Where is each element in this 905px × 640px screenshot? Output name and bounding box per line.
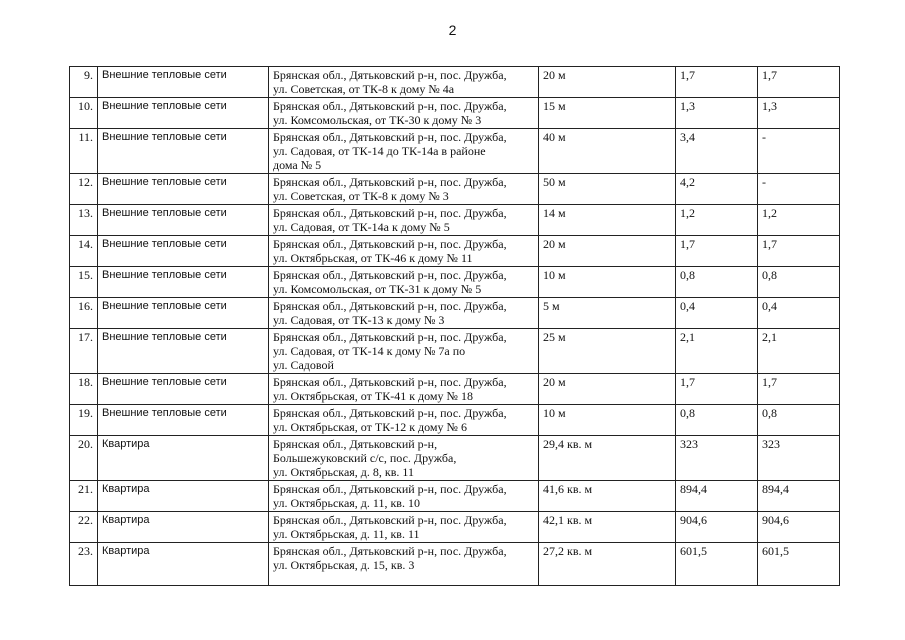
object-size: 41,6 кв. м [539, 481, 676, 512]
address-line: Брянская обл., Дятьковский р-н, пос. Дружба, [273, 206, 507, 220]
object-size: 20 м [539, 236, 676, 267]
value-1: 2,1 [676, 329, 758, 374]
row-number: 14. [70, 236, 98, 267]
address-line: ул. Комсомольская, от ТК-31 к дому № 5 [273, 282, 482, 296]
object-size: 27,2 кв. м [539, 543, 676, 586]
object-name: Квартира [98, 512, 269, 543]
value-2: 323 [758, 436, 840, 481]
address-line: Брянская обл., Дятьковский р-н, пос. Дружба, [273, 130, 507, 144]
row-number: 19. [70, 405, 98, 436]
value-1: 4,2 [676, 174, 758, 205]
object-size: 50 м [539, 174, 676, 205]
object-size: 29,4 кв. м [539, 436, 676, 481]
object-name: Внешние тепловые сети [98, 67, 269, 98]
object-size: 15 м [539, 98, 676, 129]
table-row [70, 129, 840, 174]
value-2: 1,2 [758, 205, 840, 236]
address-line: ул. Октябрьская, от ТК-41 к дому № 18 [273, 389, 473, 403]
value-1: 0,8 [676, 405, 758, 436]
address-line: Брянская обл., Дятьковский р-н, пос. Дружба, [273, 544, 507, 558]
object-address [269, 329, 539, 374]
value-1: 1,7 [676, 374, 758, 405]
object-size: 25 м [539, 329, 676, 374]
table-body [70, 67, 840, 586]
address-line: ул. Садовая, от ТК-14 к дому № 7а по [273, 344, 466, 358]
address-line: Брянская обл., Дятьковский р-н, [273, 437, 438, 451]
object-name: Внешние тепловые сети [98, 329, 269, 374]
property-table [69, 66, 840, 586]
object-size: 14 м [539, 205, 676, 236]
address-line: ул. Комсомольская, от ТК-30 к дому № 3 [273, 113, 482, 127]
value-2: 0,8 [758, 267, 840, 298]
address-line: Брянская обл., Дятьковский р-н, пос. Дружба, [273, 175, 507, 189]
object-address [269, 436, 539, 481]
object-address [269, 512, 539, 543]
object-address [269, 67, 539, 98]
object-size: 42,1 кв. м [539, 512, 676, 543]
table-row [70, 329, 840, 374]
address-line: ул. Октябрьская, д. 11, кв. 10 [273, 496, 420, 510]
object-name: Внешние тепловые сети [98, 236, 269, 267]
object-name: Внешние тепловые сети [98, 298, 269, 329]
object-size: 10 м [539, 267, 676, 298]
value-1: 904,6 [676, 512, 758, 543]
address-line: Брянская обл., Дятьковский р-н, пос. Дружба, [273, 482, 507, 496]
object-address [269, 543, 539, 586]
address-line: ул. Советская, от ТК-8 к дому № 4а [273, 82, 455, 96]
value-2: 1,7 [758, 67, 840, 98]
address-line: Брянская обл., Дятьковский р-н, пос. Дружба, [273, 299, 507, 313]
row-number: 10. [70, 98, 98, 129]
object-size: 10 м [539, 405, 676, 436]
page-number: 2 [448, 22, 457, 38]
table-row [70, 236, 840, 267]
object-name: Внешние тепловые сети [98, 98, 269, 129]
value-1: 894,4 [676, 481, 758, 512]
object-address [269, 236, 539, 267]
object-address [269, 405, 539, 436]
value-1: 1,3 [676, 98, 758, 129]
object-address [269, 98, 539, 129]
value-2: - [758, 129, 840, 174]
object-name: Квартира [98, 543, 269, 586]
address-line: Брянская обл., Дятьковский р-н, пос. Дружба, [273, 268, 507, 282]
address-line: ул. Октябрьская, от ТК-12 к дому № 6 [273, 420, 467, 434]
value-2: - [758, 174, 840, 205]
object-address [269, 205, 539, 236]
table-row [70, 98, 840, 129]
object-address [269, 298, 539, 329]
object-size: 20 м [539, 67, 676, 98]
value-2: 2,1 [758, 329, 840, 374]
object-name: Внешние тепловые сети [98, 267, 269, 298]
value-2: 0,4 [758, 298, 840, 329]
object-name: Внешние тепловые сети [98, 174, 269, 205]
address-line: Большежуковский с/с, пос. Дружба, [273, 451, 457, 465]
object-address [269, 174, 539, 205]
value-1: 323 [676, 436, 758, 481]
row-number: 20. [70, 436, 98, 481]
value-1: 1,7 [676, 236, 758, 267]
value-2: 1,7 [758, 374, 840, 405]
table-row [70, 298, 840, 329]
row-number: 18. [70, 374, 98, 405]
object-size: 20 м [539, 374, 676, 405]
table-row [70, 267, 840, 298]
object-name: Внешние тепловые сети [98, 205, 269, 236]
row-number: 15. [70, 267, 98, 298]
table-row [70, 481, 840, 512]
object-name: Квартира [98, 436, 269, 481]
address-line: ул. Октябрьская, от ТК-46 к дому № 11 [273, 251, 473, 265]
row-number: 16. [70, 298, 98, 329]
row-number: 23. [70, 543, 98, 586]
table-row [70, 436, 840, 481]
value-1: 1,2 [676, 205, 758, 236]
address-line: Брянская обл., Дятьковский р-н, пос. Дружба, [273, 68, 507, 82]
table-row [70, 174, 840, 205]
address-line: Брянская обл., Дятьковский р-н, пос. Дружба, [273, 406, 507, 420]
table-row [70, 67, 840, 98]
table-row [70, 543, 840, 586]
address-line: ул. Садовая, от ТК-14а к дому № 5 [273, 220, 450, 234]
value-2: 0,8 [758, 405, 840, 436]
value-1: 3,4 [676, 129, 758, 174]
row-number: 21. [70, 481, 98, 512]
row-number: 9. [70, 67, 98, 98]
address-line: Брянская обл., Дятьковский р-н, пос. Дружба, [273, 513, 507, 527]
value-1: 601,5 [676, 543, 758, 586]
address-line: Брянская обл., Дятьковский р-н, пос. Дружба, [273, 99, 507, 113]
row-number: 22. [70, 512, 98, 543]
row-number: 13. [70, 205, 98, 236]
object-name: Внешние тепловые сети [98, 374, 269, 405]
address-line: Брянская обл., Дятьковский р-н, пос. Дружба, [273, 375, 507, 389]
value-2: 894,4 [758, 481, 840, 512]
value-2: 1,7 [758, 236, 840, 267]
value-2: 601,5 [758, 543, 840, 586]
object-address [269, 129, 539, 174]
address-line: дома № 5 [273, 158, 322, 172]
value-1: 0,4 [676, 298, 758, 329]
object-name: Внешние тепловые сети [98, 129, 269, 174]
address-line: ул. Октябрьская, д. 8, кв. 11 [273, 465, 414, 479]
address-line: ул. Октябрьская, д. 11, кв. 11 [273, 527, 420, 541]
object-size: 40 м [539, 129, 676, 174]
row-number: 12. [70, 174, 98, 205]
address-line: Брянская обл., Дятьковский р-н, пос. Дружба, [273, 330, 507, 344]
value-2: 1,3 [758, 98, 840, 129]
object-address [269, 481, 539, 512]
address-line: ул. Октябрьская, д. 15, кв. 3 [273, 558, 415, 572]
value-2: 904,6 [758, 512, 840, 543]
address-line: ул. Садовая, от ТК-13 к дому № 3 [273, 313, 445, 327]
address-line: Брянская обл., Дятьковский р-н, пос. Дружба, [273, 237, 507, 251]
object-size: 5 м [539, 298, 676, 329]
table-row [70, 205, 840, 236]
table-row [70, 512, 840, 543]
row-number: 11. [70, 129, 98, 174]
object-name: Внешние тепловые сети [98, 405, 269, 436]
address-line: ул. Советская, от ТК-8 к дому № 3 [273, 189, 449, 203]
object-address [269, 267, 539, 298]
address-line: ул. Садовой [273, 358, 334, 372]
value-1: 1,7 [676, 67, 758, 98]
row-number: 17. [70, 329, 98, 374]
address-line: ул. Садовая, от ТК-14 до ТК-14а в районе [273, 144, 486, 158]
object-name: Квартира [98, 481, 269, 512]
object-address [269, 374, 539, 405]
value-1: 0,8 [676, 267, 758, 298]
table-row [70, 405, 840, 436]
table-row [70, 374, 840, 405]
